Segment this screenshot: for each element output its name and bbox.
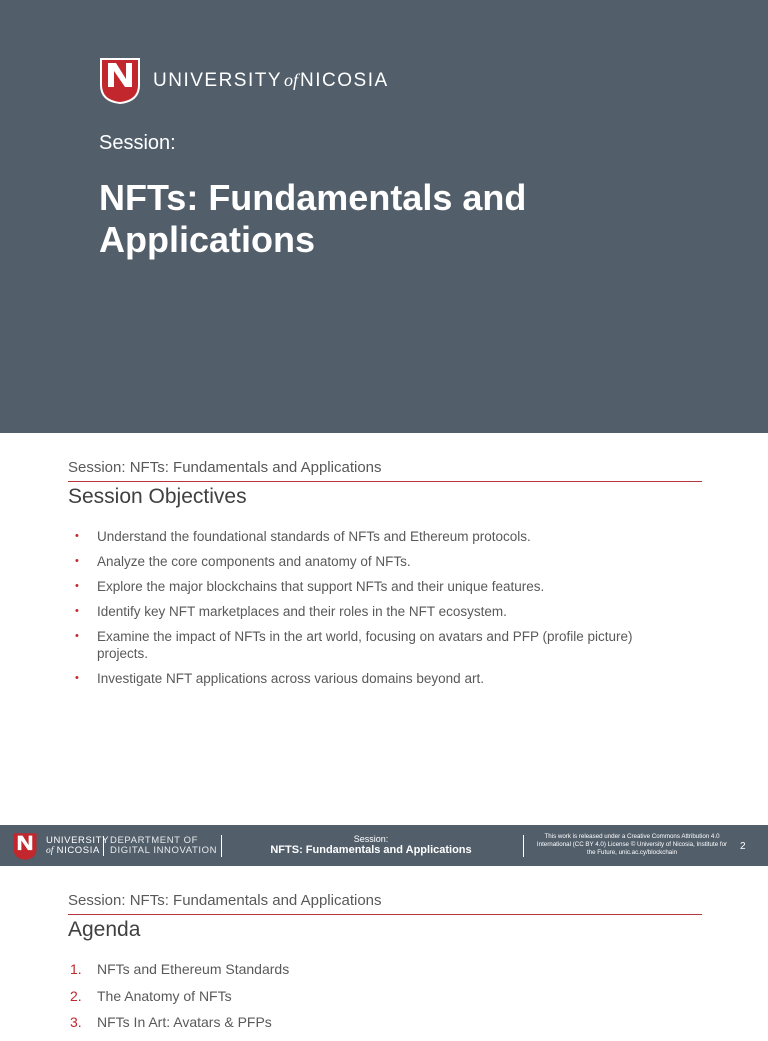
footer-dept-line1: DEPARTMENT OF: [110, 835, 199, 846]
list-item: [75, 528, 675, 545]
list-item-text: Investigate NFT applications across various domains beyond art.: [97, 671, 484, 686]
list-item: [75, 603, 675, 620]
bullet-icon: •: [75, 530, 79, 542]
list-item-text: NFTs and Ethereum Standards: [97, 961, 290, 977]
list-number: 3.: [70, 1014, 82, 1030]
list-item: [75, 670, 675, 687]
list-item: [75, 578, 675, 595]
footer-license: This work is released under a Creative Commons Attribution 4.0 International (CC BY 4.0) License © University of Nicosia, Institute for the Future, unic.ac.cy/blockchain: [536, 833, 728, 856]
header-divider: [68, 914, 702, 915]
list-item-text: Identify key NFT marketplaces and their roles in the NFT ecosystem.: [97, 604, 507, 619]
bullet-icon: •: [75, 630, 79, 642]
title-slide: [0, 0, 768, 433]
slide-breadcrumb: Session: NFTs: Fundamentals and Applications: [68, 459, 382, 476]
objectives-slide: [0, 433, 768, 825]
agenda-list: [70, 961, 289, 1041]
objectives-list: [75, 528, 675, 695]
footer-uni-line2: NICOSIA: [56, 845, 100, 856]
list-item-text: Examine the impact of NFTs in the art world, focusing on avatars and PFP (profile picture) projects.: [97, 629, 633, 661]
slide-heading: Session Objectives: [68, 485, 247, 508]
list-item: [70, 988, 289, 1005]
bullet-icon: •: [75, 580, 79, 592]
list-item-text: Explore the major blockchains that support NFTs and their unique features.: [97, 579, 545, 594]
wordmark-of: of: [284, 70, 299, 90]
page-number: 2: [740, 841, 746, 852]
footer-uni-line1: UNIVERSITY: [46, 835, 110, 846]
list-item-text: Analyze the core components and anatomy of NFTs.: [97, 554, 411, 569]
bullet-icon: •: [75, 555, 79, 567]
wordmark-nicosia: NICOSIA: [300, 70, 389, 91]
university-wordmark: [153, 70, 389, 92]
header-divider: [68, 481, 702, 482]
nicosia-shield-icon: [12, 832, 38, 861]
list-item: [75, 553, 675, 570]
list-item-text: Understand the foundational standards of NFTs and Ethereum protocols.: [97, 529, 531, 544]
footer-divider: [523, 835, 524, 857]
session-label: Session:: [99, 132, 176, 154]
list-item: [70, 961, 289, 978]
session-title: NFTs: Fundamentals and Applications: [99, 177, 527, 260]
footer-session: [240, 834, 502, 857]
list-item: [70, 1014, 289, 1031]
footer-department: [103, 836, 217, 856]
list-number: 1.: [70, 961, 82, 977]
slide-heading: Agenda: [68, 918, 141, 941]
list-item-text: The Anatomy of NFTs: [97, 987, 232, 1004]
slide-breadcrumb: Session: NFTs: Fundamentals and Applications: [68, 892, 382, 909]
list-item: [75, 628, 675, 662]
wordmark-university: UNIVERSITY: [153, 70, 283, 91]
footer-divider: [221, 835, 222, 857]
bullet-icon: •: [75, 672, 79, 684]
footer-dept-line2: DIGITAL INNOVATION: [110, 845, 218, 856]
list-item-text: NFTs In Art: Avatars & PFPs: [97, 1014, 272, 1030]
slide-footer: [0, 825, 768, 866]
footer-session-title: NFTS: Fundamentals and Applications: [270, 844, 472, 856]
agenda-slide: [0, 866, 768, 1030]
footer-session-label: Session:: [353, 834, 389, 844]
university-logo: [99, 57, 389, 105]
nicosia-shield-icon: [99, 57, 141, 105]
bullet-icon: •: [75, 605, 79, 617]
footer-university-name: [46, 836, 109, 856]
footer-uni-of: of: [46, 846, 54, 856]
list-number: 2.: [70, 987, 82, 1004]
